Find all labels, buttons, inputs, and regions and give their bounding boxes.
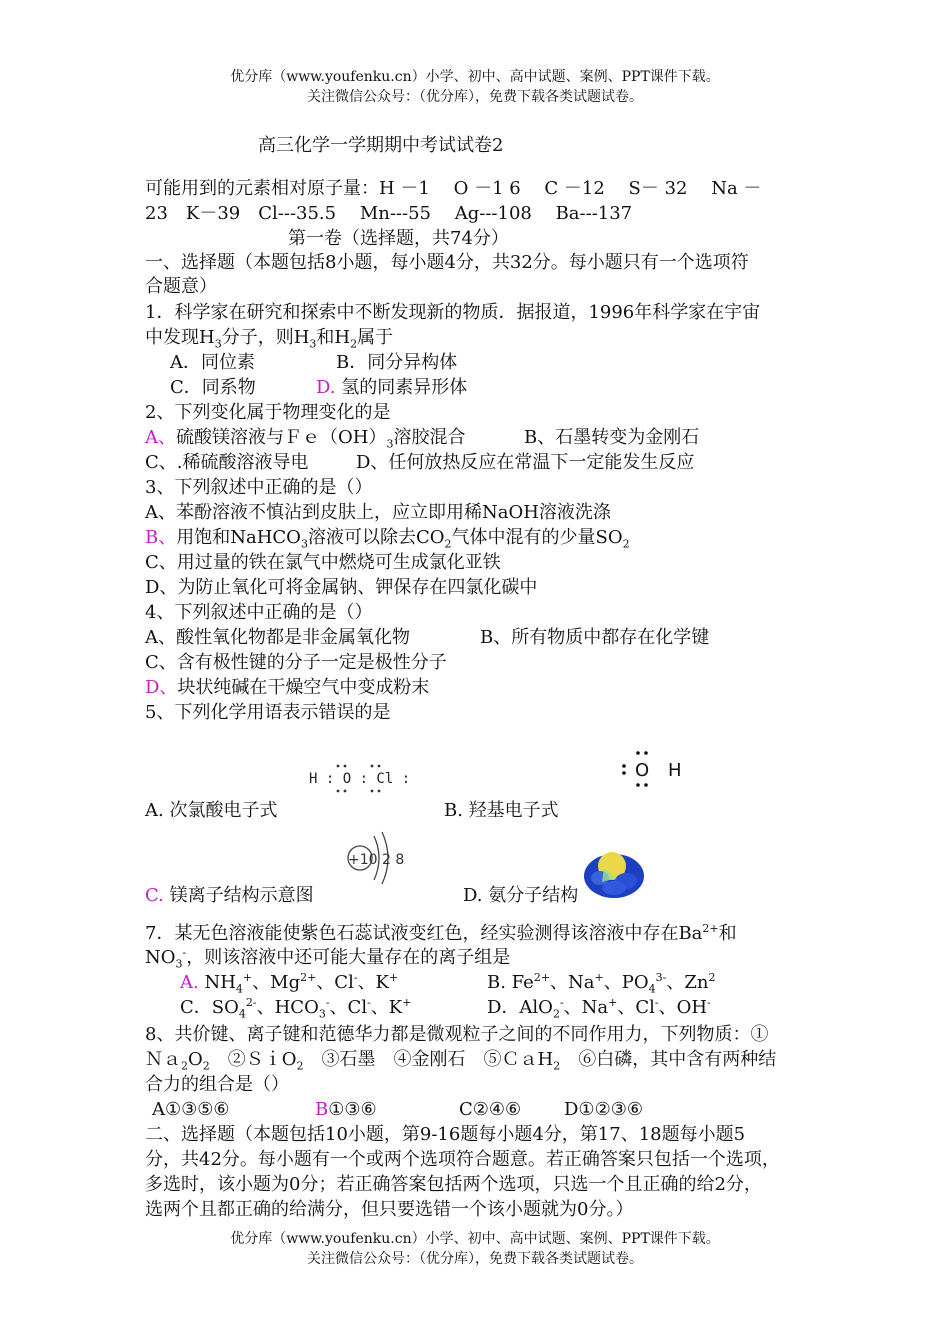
q7-line-1: 7．某无色溶液能使紫色石蕊试液变红色，经实验测得该溶液中存在$Ba^{2+}$和 <box>145 922 737 944</box>
q5-option-d: D. 氨分子结构 <box>463 885 579 906</box>
q3-option-b: B、用饱和NaHCO$_3$溶液可以除去$CO_2$气体中混有的少量$SO_2$ <box>145 527 630 551</box>
q4-option-b: B、所有物质中都存在化学键 <box>480 627 710 648</box>
page-title: 高三化学一学期期中考试试卷2 <box>258 135 504 156</box>
hocl-electron-formula-figure <box>305 758 411 796</box>
q4-option-a: A、酸性氧化物都是非金属氧化物 <box>145 627 410 648</box>
q2-option-d: D、任何放热反应在常温下一定能发生反应 <box>356 452 695 473</box>
section2-line-3: 多选时，该小题为0分；若正确答案包括两个选项，只选一个且正确的给2分， <box>145 1174 762 1195</box>
q4-option-c: C、含有极性键的分子一定是极性分子 <box>145 652 447 673</box>
hydroxyl-o-text: O <box>635 760 650 781</box>
q4-option-d: D、块状纯碱在干燥空气中变成粉末 <box>145 677 430 698</box>
q2-stem: 2、下列变化属于物理变化的是 <box>145 402 391 423</box>
atomic-masses-line-1: 可能用到的元素相对原子量：H －1 O －1 6 C －12 S－ 32 Na － <box>145 178 762 199</box>
ammonia-molecule-model <box>582 848 646 900</box>
q5-stem: 5、下列化学用语表示错误的是 <box>145 702 391 723</box>
q8-line-3: 合力的组合是（） <box>145 1074 289 1095</box>
section2-line-1: 二、选择题（本题包括10小题，第9-16题每小题4分，第17、18题每小题5 <box>145 1124 746 1145</box>
q2-option-a: A、硫酸镁溶液与$Fe(OH)_3$溶胶混合 <box>145 427 466 451</box>
q7-option-d: D．AlO$_2$-、Na+、Cl-、OH- <box>487 996 711 1021</box>
q3-option-c: C、用过量的铁在氯气中燃烧可生成氯化亚铁 <box>145 552 501 573</box>
q3-option-d: D、为防止氧化可将金属钠、钾保存在四氯化碳中 <box>145 577 538 598</box>
q8-line-1: 8、共价键、离子键和范德华力都是微观粒子之间的不同作用力，下列物质：① <box>145 1024 769 1045</box>
q2-option-c: C、.稀硫酸溶液导电 <box>145 452 309 473</box>
q1-option-a: A．同位素 <box>170 352 255 373</box>
q7-line-2: $NO_3^-$，则该溶液中还可能大量存在的离子组是 <box>145 946 511 971</box>
q8-line-2: $Na_2O_2$ ②ＳｉO$_2$ ③石墨 ④金刚石 ⑤ＣａH$_2$ ⑥白磷，其中含有两种结 <box>145 1049 777 1073</box>
q7-option-c: C．$SO_4^{2-}$、$HCO_3^-$、Cl-、K+ <box>180 996 412 1021</box>
q3-stem: 3、下列叙述中正确的是（） <box>145 477 373 498</box>
q1-option-b: B．同分异构体 <box>336 352 458 373</box>
atomic-masses-line-2: 23 K－39 Cl---35.5 Mn---55 Ag---108 Ba---137 <box>145 203 633 224</box>
section2-line-2: 分，共42分。每小题有一个或两个选项符合题意。若正确答案只包括一个选项， <box>145 1149 780 1170</box>
q8-option-d: D①②③⑥ <box>564 1099 643 1120</box>
q8-option-c: C②④⑥ <box>459 1099 522 1120</box>
q5-option-c: C. 镁离子结构示意图 <box>145 885 314 906</box>
q3-option-a: A、苯酚溶液不慎沾到皮肤上，应立即用稀NaOH溶液洗涤 <box>145 502 611 523</box>
section2-line-4: 选两个且都正确的给满分，但只要选错一个该小题就为0分。） <box>145 1199 634 1220</box>
q7-option-b: B. $Fe^{2+}$、Na+、$PO_4^{3-}$、Zn$^2$ <box>487 971 716 996</box>
hydroxyl-h-text: H <box>668 760 682 781</box>
section1-line-2: 合题意） <box>145 276 217 297</box>
footer-line-1: 优分库（www.youfenku.cn）小学、初中、高中试题、案例、PPT课件下载。 <box>230 1231 720 1247</box>
q2-option-b: B、石墨转变为金刚石 <box>524 427 700 448</box>
header-line-2: 关注微信公众号：（优分库），免费下载各类试题试卷。 <box>307 89 643 105</box>
q1-option-c: C．同系物 <box>170 377 256 398</box>
magnesium-ion-diagram <box>340 826 412 890</box>
q5-option-b: B. 羟基电子式 <box>444 800 559 821</box>
footer-line-2: 关注微信公众号：（优分库），免费下载各类试题试卷。 <box>307 1251 643 1267</box>
q4-stem: 4、下列叙述中正确的是（） <box>145 602 373 623</box>
q1-line-1: 1．科学家在研究和探索中不断发现新的物质．据报道，1996年科学家在宇宙 <box>145 302 761 323</box>
hydroxyl-electron-formula-figure <box>620 748 690 790</box>
q8-option-b: B①③⑥ <box>315 1099 377 1120</box>
q7-option-a: A. $NH_4^+$、$Mg^{2+}$、Cl-、K+ <box>180 971 399 996</box>
q1-line-2: 中发现$H_3$分子，则$H_3$和$H_2$属于 <box>145 327 394 351</box>
header-line-1: 优分库（www.youfenku.cn）小学、初中、高中试题、案例、PPT课件下载。 <box>230 69 720 85</box>
mg-ion-label: +10 2 8 <box>348 852 405 868</box>
section1-line-1: 一、选择题（本题包括8小题，每小题4分，共32分。每小题只有一个选项符 <box>145 252 749 273</box>
hocl-formula-text: H : O : Cl : <box>309 771 411 787</box>
q8-option-a: A①③⑤⑥ <box>152 1099 230 1120</box>
q5-option-a: A. 次氯酸电子式 <box>145 800 278 821</box>
part1-heading: 第一卷（选择题，共74分） <box>288 228 509 249</box>
q1-option-d: D. 氢的同素异形体 <box>316 377 468 398</box>
